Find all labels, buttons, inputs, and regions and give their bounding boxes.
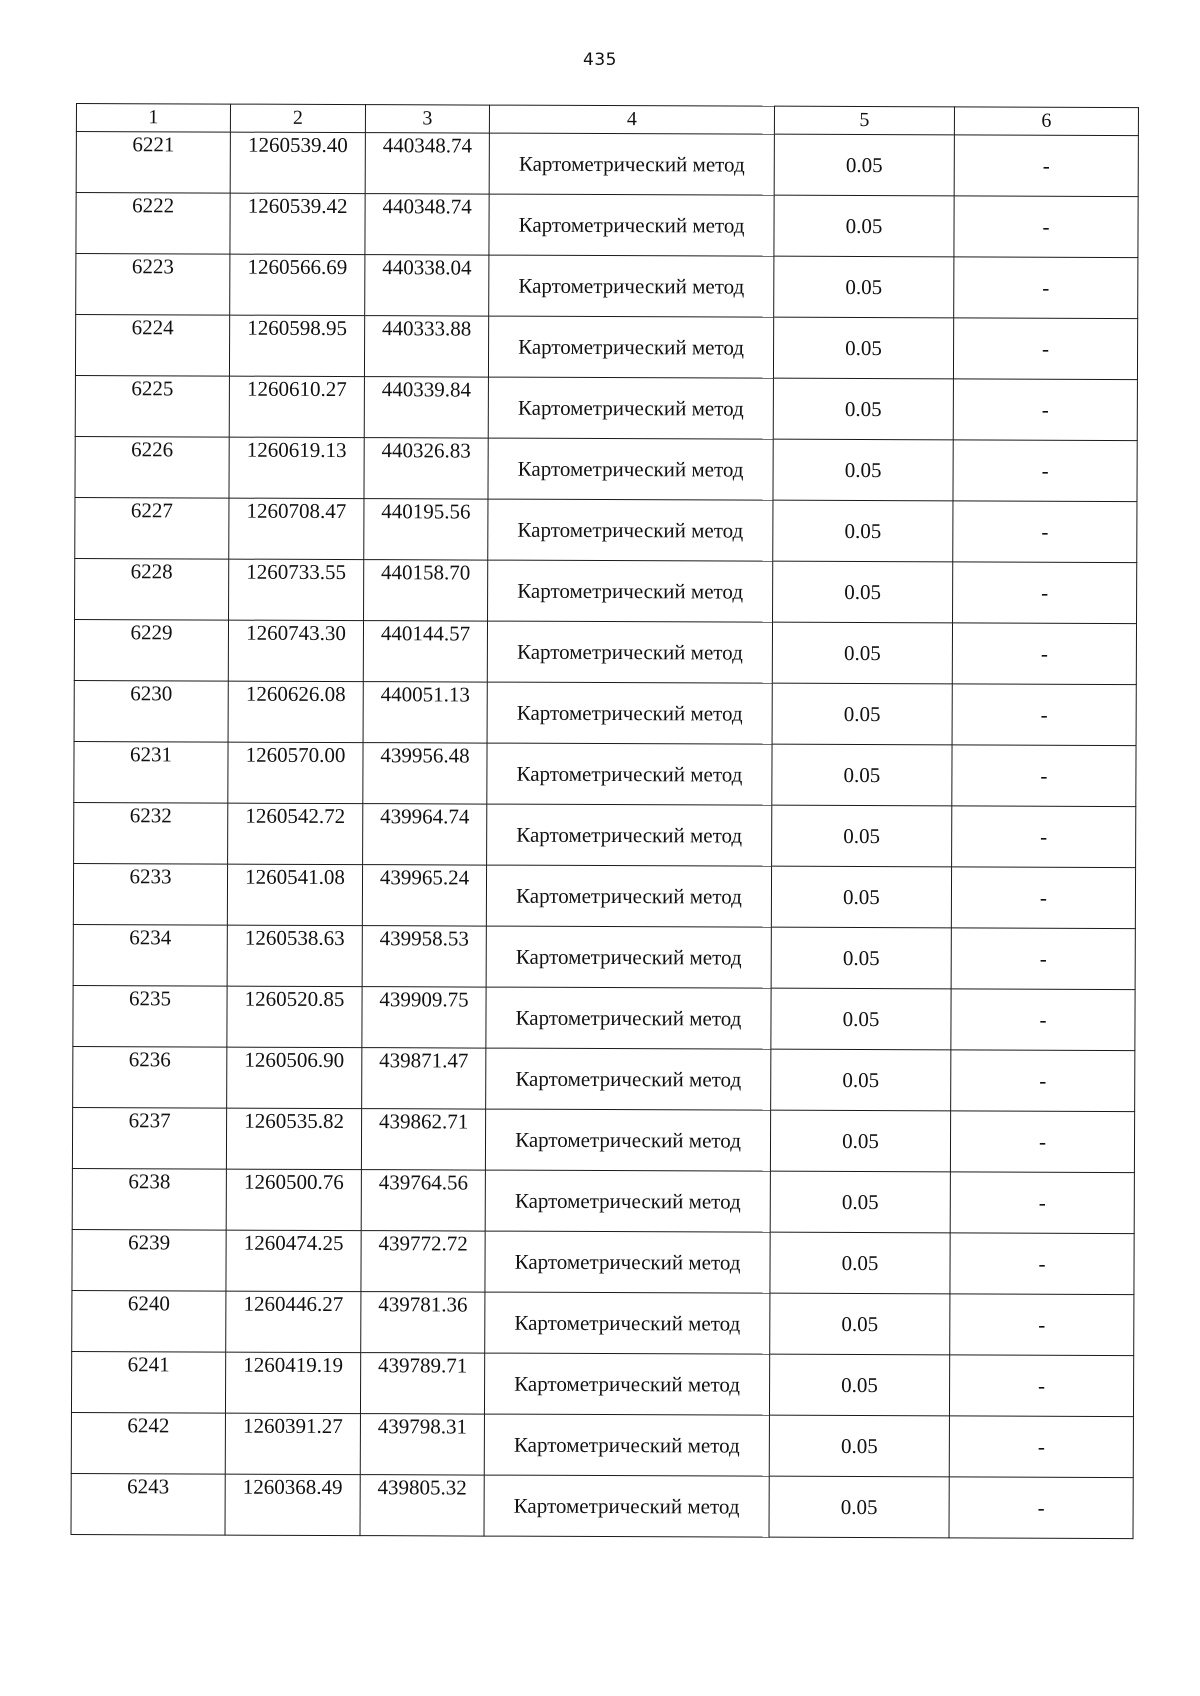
cell-note: -	[949, 1477, 1133, 1539]
table-body	[71, 132, 1138, 1539]
cell-method: Картометрический метод	[486, 1048, 771, 1110]
table-row	[75, 375, 1137, 440]
column-header-1: 1	[76, 104, 230, 133]
table-row	[76, 193, 1138, 258]
cell-accuracy: 0.05	[773, 561, 953, 623]
column-header-2: 2	[230, 104, 365, 133]
cell-note: -	[950, 1294, 1134, 1356]
cell-note: -	[953, 501, 1137, 563]
cell-accuracy: 0.05	[772, 622, 952, 684]
cell-y-coordinate: 439798.31	[360, 1414, 484, 1475]
cell-y-coordinate: 439871.47	[362, 1048, 486, 1109]
cell-method: Картометрический метод	[486, 987, 771, 1049]
cell-method: Картометрический метод	[488, 560, 773, 622]
table-row	[72, 1107, 1134, 1172]
table-row	[71, 1351, 1133, 1416]
table-row	[73, 863, 1135, 928]
cell-note: -	[952, 623, 1136, 685]
cell-x-coordinate: 1260539.40	[230, 132, 365, 194]
cell-method: Картометрический метод	[488, 316, 773, 378]
cell-accuracy: 0.05	[772, 744, 952, 806]
table-row	[71, 1473, 1133, 1538]
coordinates-table-container	[71, 103, 1138, 1539]
cell-note: -	[950, 1172, 1134, 1234]
table-row	[73, 1046, 1135, 1111]
cell-accuracy: 0.05	[771, 927, 951, 989]
cell-accuracy: 0.05	[772, 805, 952, 867]
cell-y-coordinate: 439964.74	[363, 804, 487, 865]
cell-x-coordinate: 1260733.55	[229, 559, 364, 621]
cell-note: -	[951, 989, 1135, 1051]
cell-note: -	[951, 1050, 1135, 1112]
cell-x-coordinate: 1260538.63	[227, 925, 362, 987]
cell-note: -	[951, 928, 1135, 990]
cell-x-coordinate: 1260570.00	[228, 742, 363, 804]
cell-method: Картометрический метод	[485, 1292, 770, 1354]
table-row	[71, 1412, 1133, 1477]
cell-x-coordinate: 1260542.72	[228, 803, 363, 865]
cell-y-coordinate: 440333.88	[364, 316, 488, 377]
cell-x-coordinate: 1260610.27	[229, 376, 364, 438]
cell-method: Картометрический метод	[487, 804, 772, 866]
cell-point-number: 6226	[75, 436, 229, 498]
cell-y-coordinate: 439862.71	[361, 1109, 485, 1170]
header-row	[76, 104, 1138, 136]
cell-accuracy: 0.05	[771, 1049, 951, 1111]
cell-y-coordinate: 439781.36	[361, 1292, 485, 1353]
cell-x-coordinate: 1260419.19	[225, 1352, 360, 1414]
table-row	[76, 254, 1138, 319]
cell-accuracy: 0.05	[774, 256, 954, 318]
cell-method: Картометрический метод	[485, 1170, 770, 1232]
table-row	[72, 1290, 1134, 1355]
cell-x-coordinate: 1260535.82	[226, 1108, 361, 1170]
table-row	[74, 741, 1136, 806]
cell-note: -	[949, 1416, 1133, 1478]
cell-x-coordinate: 1260500.76	[226, 1169, 361, 1231]
cell-accuracy: 0.05	[773, 317, 953, 379]
cell-point-number: 6240	[72, 1290, 226, 1352]
cell-point-number: 6225	[75, 375, 229, 437]
cell-y-coordinate: 440348.74	[365, 194, 489, 255]
cell-point-number: 6222	[76, 193, 230, 255]
cell-method: Картометрический метод	[487, 743, 772, 805]
cell-method: Картометрический метод	[489, 255, 774, 317]
cell-point-number: 6236	[73, 1046, 227, 1108]
cell-x-coordinate: 1260539.42	[230, 193, 365, 255]
table-row	[75, 558, 1137, 623]
cell-y-coordinate: 439789.71	[360, 1353, 484, 1414]
cell-y-coordinate: 440326.83	[364, 438, 488, 499]
cell-method: Картометрический метод	[487, 621, 772, 683]
cell-note: -	[952, 806, 1136, 868]
cell-accuracy: 0.05	[771, 988, 951, 1050]
cell-point-number: 6228	[75, 558, 229, 620]
cell-y-coordinate: 440348.74	[365, 133, 489, 194]
cell-method: Картометрический метод	[484, 1475, 769, 1537]
cell-y-coordinate: 440051.13	[363, 682, 487, 743]
cell-x-coordinate: 1260520.85	[227, 986, 362, 1048]
cell-accuracy: 0.05	[771, 866, 951, 928]
cell-point-number: 6243	[71, 1473, 225, 1535]
cell-note: -	[953, 379, 1137, 441]
cell-accuracy: 0.05	[772, 683, 952, 745]
cell-method: Картометрический метод	[484, 1353, 769, 1415]
cell-method: Картометрический метод	[486, 926, 771, 988]
cell-note: -	[953, 562, 1137, 624]
cell-x-coordinate: 1260474.25	[226, 1230, 361, 1292]
cell-point-number: 6221	[76, 132, 230, 194]
cell-point-number: 6238	[72, 1168, 226, 1230]
column-header-3: 3	[365, 105, 489, 133]
cell-x-coordinate: 1260566.69	[230, 254, 365, 316]
cell-x-coordinate: 1260391.27	[225, 1413, 360, 1475]
cell-x-coordinate: 1260743.30	[228, 620, 363, 682]
column-header-5: 5	[774, 106, 954, 135]
cell-x-coordinate: 1260598.95	[229, 315, 364, 377]
cell-y-coordinate: 439909.75	[362, 987, 486, 1048]
cell-method: Картометрический метод	[489, 194, 774, 256]
cell-accuracy: 0.05	[770, 1232, 950, 1294]
cell-point-number: 6224	[75, 315, 229, 377]
table-row	[75, 436, 1137, 501]
cell-y-coordinate: 439958.53	[362, 926, 486, 987]
cell-method: Картометрический метод	[484, 1414, 769, 1476]
cell-x-coordinate: 1260626.08	[228, 681, 363, 743]
cell-accuracy: 0.05	[770, 1293, 950, 1355]
cell-accuracy: 0.05	[770, 1110, 950, 1172]
cell-accuracy: 0.05	[769, 1476, 949, 1538]
cell-y-coordinate: 439805.32	[360, 1475, 484, 1536]
column-header-4: 4	[489, 105, 774, 134]
cell-note: -	[950, 1233, 1134, 1295]
cell-accuracy: 0.05	[774, 195, 954, 257]
cell-y-coordinate: 440144.57	[363, 621, 487, 682]
column-header-6: 6	[954, 107, 1138, 136]
table-row	[73, 924, 1135, 989]
cell-x-coordinate: 1260446.27	[226, 1291, 361, 1353]
table-row	[72, 1168, 1134, 1233]
cell-point-number: 6237	[72, 1107, 226, 1169]
cell-method: Картометрический метод	[487, 682, 772, 744]
cell-accuracy: 0.05	[770, 1171, 950, 1233]
cell-point-number: 6241	[71, 1351, 225, 1413]
cell-note: -	[953, 440, 1137, 502]
cell-note: -	[951, 867, 1135, 929]
cell-y-coordinate: 440195.56	[364, 499, 488, 560]
cell-note: -	[950, 1111, 1134, 1173]
cell-point-number: 6231	[74, 741, 228, 803]
cell-y-coordinate: 440158.70	[364, 560, 488, 621]
cell-y-coordinate: 439956.48	[363, 743, 487, 804]
cell-accuracy: 0.05	[773, 378, 953, 440]
cell-method: Картометрический метод	[488, 499, 773, 561]
cell-accuracy: 0.05	[774, 134, 954, 196]
cell-point-number: 6234	[73, 924, 227, 986]
cell-note: -	[952, 745, 1136, 807]
cell-note: -	[954, 135, 1138, 197]
table-row	[73, 985, 1135, 1050]
table-row	[74, 802, 1136, 867]
cell-y-coordinate: 440339.84	[364, 377, 488, 438]
cell-point-number: 6239	[72, 1229, 226, 1291]
cell-y-coordinate: 440338.04	[365, 255, 489, 316]
cell-note: -	[949, 1355, 1133, 1417]
cell-y-coordinate: 439772.72	[361, 1231, 485, 1292]
cell-x-coordinate: 1260368.49	[225, 1474, 360, 1536]
cell-note: -	[954, 257, 1138, 319]
cell-method: Картометрический метод	[485, 1231, 770, 1293]
cell-point-number: 6242	[71, 1412, 225, 1474]
cell-x-coordinate: 1260619.13	[229, 437, 364, 499]
cell-method: Картометрический метод	[488, 377, 773, 439]
table-row	[72, 1229, 1134, 1294]
cell-point-number: 6229	[74, 619, 228, 681]
cell-note: -	[954, 196, 1138, 258]
cell-point-number: 6230	[74, 680, 228, 742]
cell-accuracy: 0.05	[773, 500, 953, 562]
cell-method: Картометрический метод	[486, 865, 771, 927]
cell-x-coordinate: 1260541.08	[227, 864, 362, 926]
cell-method: Картометрический метод	[489, 133, 774, 195]
cell-point-number: 6232	[74, 802, 228, 864]
page-number: 435	[583, 50, 617, 70]
table-row	[76, 132, 1138, 197]
cell-point-number: 6233	[73, 863, 227, 925]
cell-accuracy: 0.05	[773, 439, 953, 501]
cell-method: Картометрический метод	[488, 438, 773, 500]
cell-y-coordinate: 439764.56	[361, 1170, 485, 1231]
cell-method: Картометрический метод	[485, 1109, 770, 1171]
cell-x-coordinate: 1260708.47	[229, 498, 364, 560]
cell-note: -	[953, 318, 1137, 380]
cell-point-number: 6227	[75, 497, 229, 559]
cell-accuracy: 0.05	[769, 1354, 949, 1416]
cell-point-number: 6223	[76, 254, 230, 316]
table-row	[75, 497, 1137, 562]
cell-x-coordinate: 1260506.90	[227, 1047, 362, 1109]
coordinates-table	[71, 103, 1139, 1539]
cell-point-number: 6235	[73, 985, 227, 1047]
table-row	[74, 680, 1136, 745]
table-row	[75, 315, 1137, 380]
cell-accuracy: 0.05	[769, 1415, 949, 1477]
cell-note: -	[952, 684, 1136, 746]
table-row	[74, 619, 1136, 684]
cell-y-coordinate: 439965.24	[362, 865, 486, 926]
